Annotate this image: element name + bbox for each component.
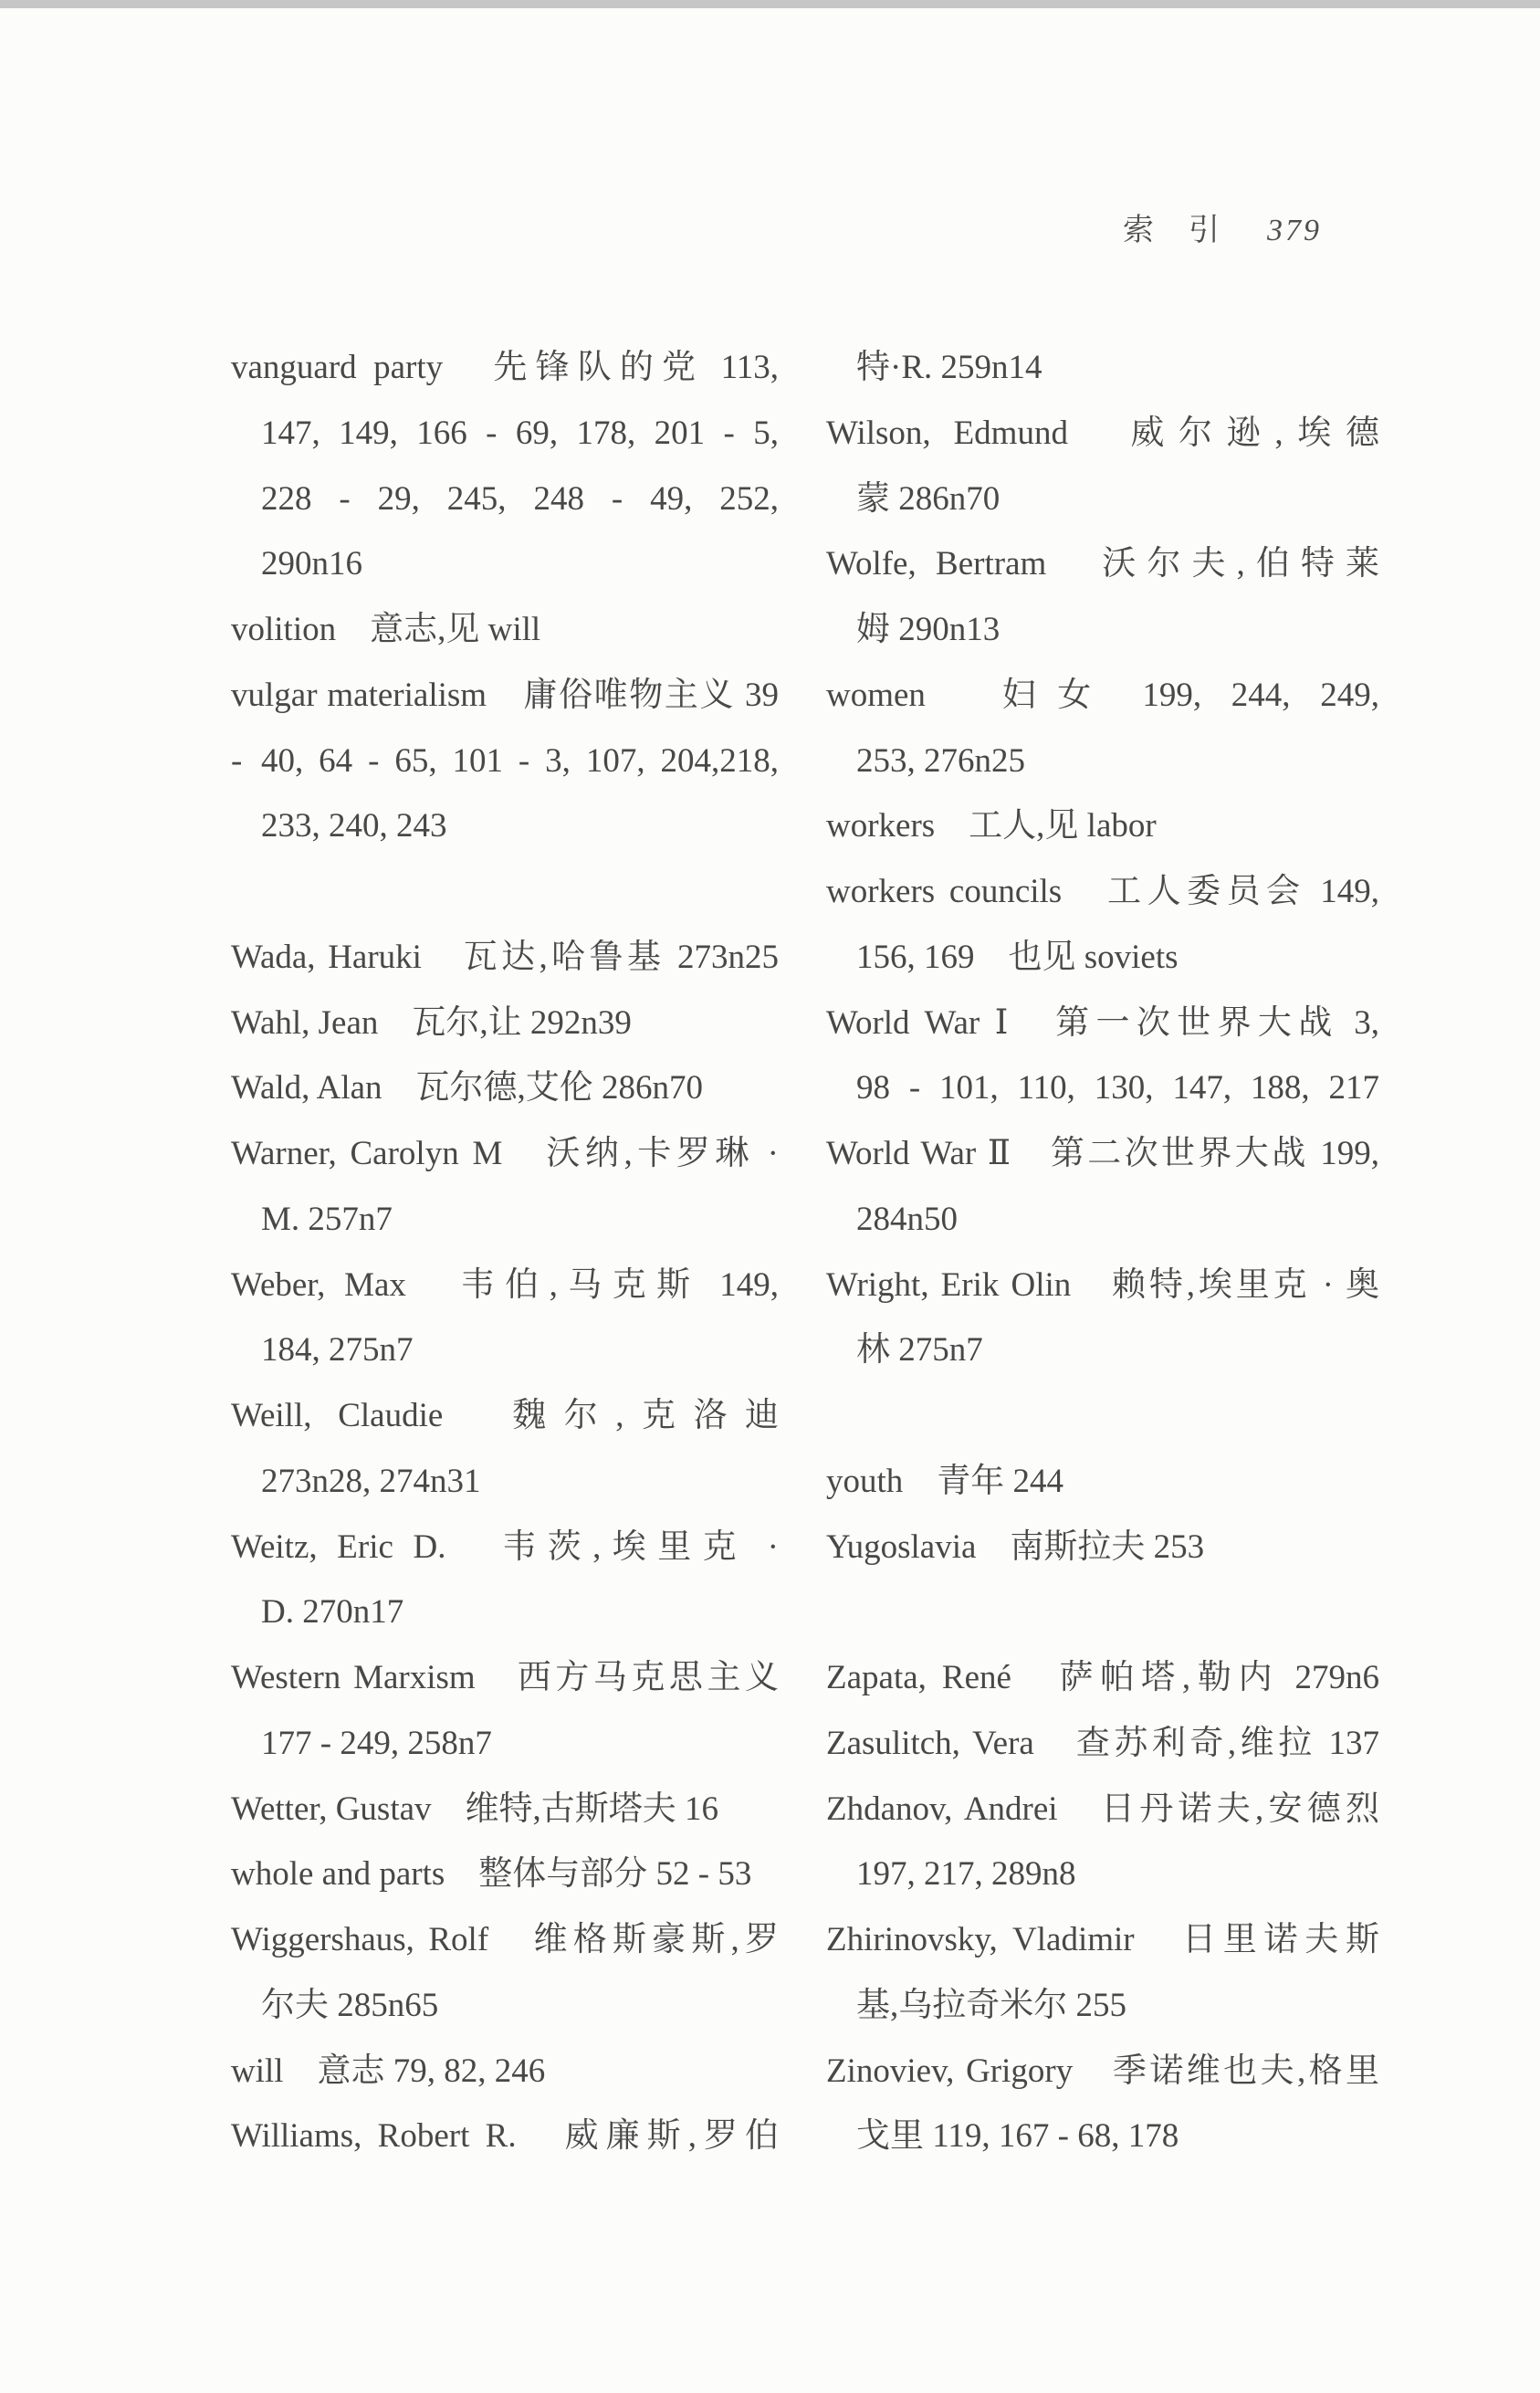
index-line: workers councils 工人委员会 149,: [826, 873, 1379, 910]
index-line: M. 257n7: [261, 1200, 393, 1238]
scan-edge-band: [0, 0, 1540, 8]
index-line: 特·R. 259n14: [856, 349, 1042, 386]
index-line: Wolfe, Bertram 沃尔夫,伯特莱: [826, 545, 1379, 583]
index-line: vanguard party 先锋队的党 113,: [231, 349, 779, 386]
index-line: 戈里 119, 167 - 68, 178: [856, 2117, 1179, 2156]
index-line: Wetter, Gustav 维特,古斯塔夫 16: [231, 1790, 719, 1828]
index-line: Wilson, Edmund 威尔逊,埃德: [826, 414, 1379, 452]
index-line: 基,乌拉奇米尔 255: [856, 1986, 1126, 2024]
index-line: vulgar materialism 庸俗唯物主义 39 -: [231, 676, 779, 780]
index-line: Williams, Robert R. 威廉斯,罗伯: [231, 2117, 779, 2156]
index-line: 228 - 29, 245, 248 - 49, 252,: [261, 479, 779, 518]
index-line: D. 270n17: [261, 1593, 404, 1632]
index-line: 177 - 249, 258n7: [261, 1724, 492, 1762]
index-line-spacer: [826, 1383, 1379, 1449]
index-line-spacer: [231, 859, 779, 925]
index-line: 98 - 101, 110, 130, 147, 188, 217: [856, 1069, 1379, 1107]
index-line: women 妇女 199, 244, 249,: [826, 676, 1379, 714]
index-line: 林 275n7: [856, 1331, 983, 1370]
index-line-spacer: [826, 1580, 1379, 1645]
index-line: 156, 169 也见 soviets: [856, 938, 1179, 976]
index-line: 284n50: [856, 1200, 958, 1238]
index-line: Zhirinovsky, Vladimir 日里诺夫斯: [826, 1921, 1379, 1958]
index-line: 姆 290n13: [856, 611, 1000, 648]
index-line: 尔夫 285n65: [261, 1986, 439, 2024]
index-line: Warner, Carolyn M 沃纳,卡罗琳 ·: [231, 1135, 779, 1172]
index-line: 40, 64 - 65, 101 - 3, 107, 204,218,: [261, 741, 779, 780]
index-line: 蒙 286n70: [856, 479, 1000, 518]
index-line: Wald, Alan 瓦尔德,艾伦 286n70: [231, 1069, 704, 1107]
index-line: volition 意志,见 will: [231, 611, 541, 648]
index-line: whole and parts 整体与部分 52 - 53: [231, 1855, 752, 1894]
index-line: 184, 275n7: [261, 1331, 414, 1370]
index-line: Wahl, Jean 瓦尔,让 292n39: [231, 1003, 632, 1042]
index-line: Wright, Erik Olin 赖特,埃里克 · 奥: [826, 1265, 1379, 1304]
index-column-right: [826, 335, 1379, 2169]
page-number: 379: [1267, 214, 1322, 247]
index-line: Weber, Max 韦伯,马克斯 149,: [231, 1265, 779, 1304]
index-line: Wiggershaus, Rolf 维格斯豪斯,罗: [231, 1921, 779, 1958]
index-line: Weill, Claudie 魏尔,克洛迪: [231, 1397, 779, 1434]
index-line: Wada, Haruki 瓦达,哈鲁基 273n25: [231, 938, 779, 976]
index-line: 233, 240, 243: [261, 807, 447, 845]
index-line: 253, 276n25: [856, 741, 1025, 780]
index-line: Zhdanov, Andrei 日丹诺夫,安德烈: [826, 1790, 1379, 1828]
index-line: Zinoviev, Grigory 季诺维也夫,格里: [826, 2052, 1379, 2090]
index-line: youth 青年 244: [826, 1462, 1064, 1500]
index-line: will 意志 79, 82, 246: [231, 2052, 546, 2090]
index-line: 273n28, 274n31: [261, 1462, 481, 1500]
index-line: 290n16: [261, 545, 362, 583]
index-column-left: [231, 335, 779, 2169]
index-line: 147, 149, 166 - 69, 178, 201 - 5,: [261, 414, 779, 452]
index-line: Yugoslavia 南斯拉夫 253: [826, 1527, 1205, 1566]
index-line: Zasulitch, Vera 查苏利奇,维拉 137: [826, 1724, 1379, 1762]
index-line: Weitz, Eric D. 韦茨,埃里克 ·: [231, 1527, 779, 1566]
index-line: workers 工人,见 labor: [826, 807, 1157, 845]
page-header: [1123, 205, 1322, 249]
index-line: World War Ⅱ 第二次世界大战 199,: [826, 1135, 1379, 1172]
index-line: 197, 217, 289n8: [856, 1855, 1076, 1894]
index-line: Western Marxism 西方马克思主义: [231, 1659, 779, 1696]
index-title: 索 引: [1123, 214, 1221, 247]
index-line: World War Ⅰ 第一次世界大战 3,: [826, 1003, 1379, 1042]
index-line: Zapata, René 萨帕塔,勒内 279n6: [826, 1659, 1379, 1696]
